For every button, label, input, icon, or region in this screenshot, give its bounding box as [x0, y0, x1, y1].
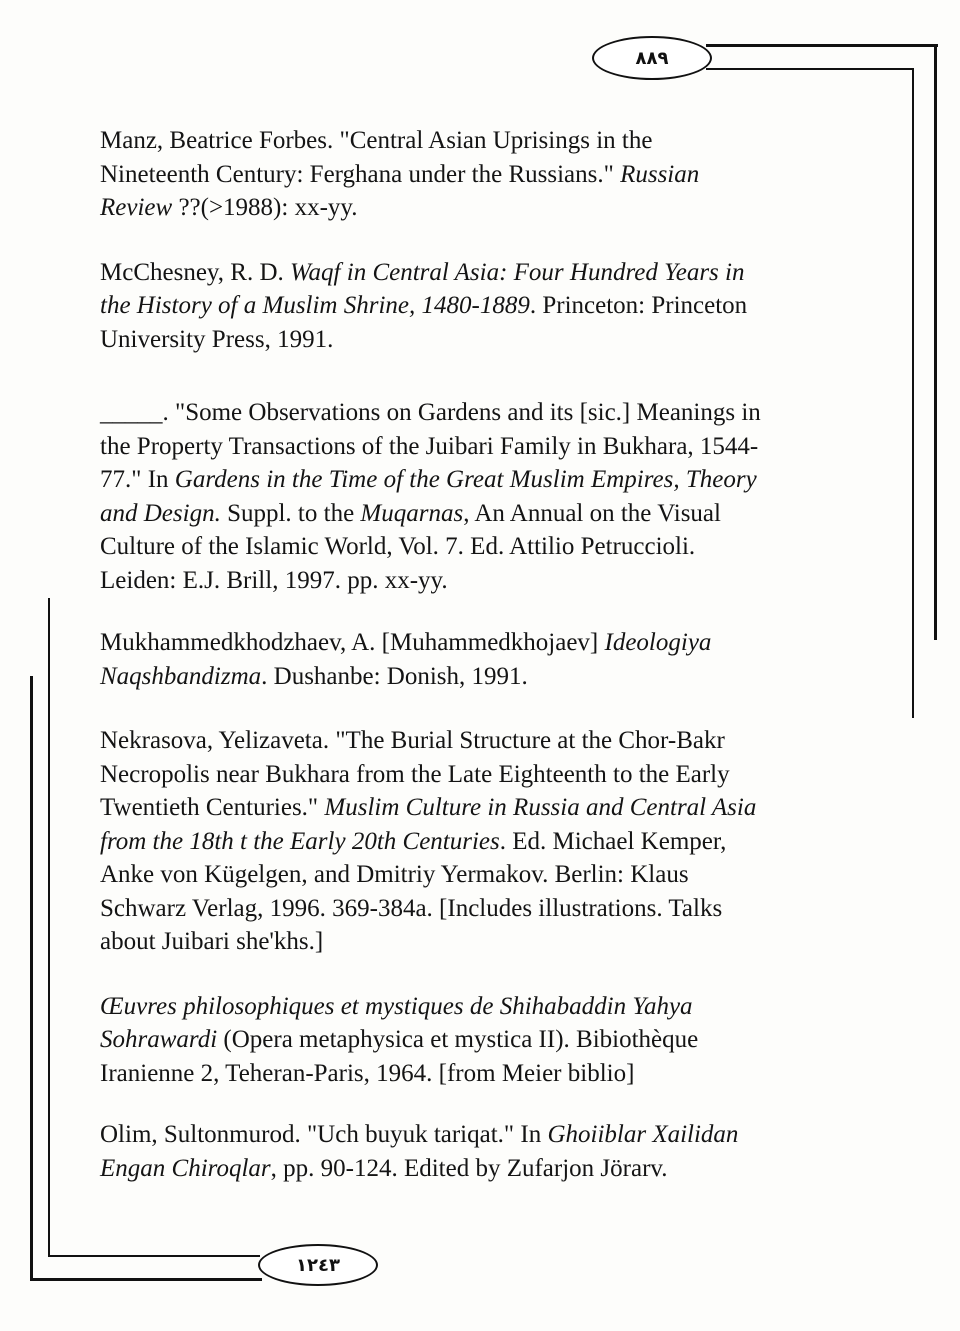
frame-right-line-inner	[912, 68, 914, 718]
entry-line	[100, 256, 900, 290]
entry-text: Leiden: E.J. Brill, 1997. pp. xx-yy.	[100, 566, 448, 594]
bibliography-entry	[100, 396, 900, 597]
entry-line	[100, 791, 900, 825]
entry-line	[100, 858, 900, 892]
entry-text: Anke von Kügelgen, and Dmitriy Yermakov. Berlin: Klaus	[100, 861, 689, 888]
italic-title-text: the History of a Muslim Shrine, 1480-1889	[100, 292, 530, 319]
entry-line	[100, 323, 900, 357]
entry-text: _____. "Some Observations on Gardens and its [sic.] Meanings in	[100, 399, 761, 426]
entry-line	[100, 430, 900, 464]
italic-title-text: Ideologiya	[604, 629, 712, 656]
italic-title-text: Gardens in the Time of the Great Muslim Empires, Theory	[174, 466, 757, 493]
entry-line	[100, 660, 900, 694]
bottom-page-number: ١٢٤٣	[258, 1244, 378, 1286]
entry-text: . Dushanbe: Donish, 1991.	[261, 662, 528, 690]
frame-top-line	[706, 44, 938, 47]
entry-line	[100, 191, 900, 225]
entry-line	[100, 758, 900, 792]
entry-line	[100, 626, 900, 660]
entry-text: McChesney, R. D.	[100, 258, 291, 286]
italic-title-text: Œuvres philosophiques et mystiques de Shihabaddin Yahya	[100, 992, 693, 1020]
entry-text: University Press, 1991.	[100, 325, 334, 353]
italic-title-text: Review	[100, 194, 173, 221]
entry-text: Mukhammedkhodzhaev, A. [Muhammedkhojaev]	[100, 629, 605, 656]
italic-title-text: Muqarnas	[360, 499, 464, 527]
entry-text: Olim, Sultonmurod. "Uch buyuk tariqat." In	[100, 1121, 548, 1148]
italic-title-text: Russian	[620, 160, 700, 188]
frame-right-line	[934, 44, 937, 640]
frame-bottom-line-inner	[48, 1255, 260, 1257]
entry-text: Nekrasova, Yelizaveta. "The Burial Structure at the Chor-Bakr	[100, 727, 725, 754]
entry-line	[100, 1118, 900, 1152]
italic-title-text: Naqshbandizma	[100, 662, 262, 690]
italic-title-text: from the 18th t the Early 20th Centuries	[100, 827, 500, 855]
italic-title-text: Sohrawardi	[100, 1026, 218, 1053]
entry-text: the Property Transactions of the Juibari Family in Bukhara, 1544-	[100, 432, 759, 460]
entry-text: Nineteenth Century: Ferghana under the Russians."	[100, 160, 621, 188]
bibliography-entry	[100, 724, 900, 959]
entry-text: Culture of the Islamic World, Vol. 7. Ed. Attilio Petruccioli.	[100, 533, 696, 560]
entry-line	[100, 158, 900, 192]
entry-line	[100, 497, 900, 531]
entry-text: (Opera metaphysica et mystica II). Bibiothèque	[217, 1026, 699, 1053]
italic-title-text: and Design.	[100, 499, 221, 527]
entry-line	[100, 892, 900, 926]
entry-line	[100, 825, 900, 859]
entry-text: ??(>1988): xx-yy.	[172, 194, 358, 221]
frame-left-line	[30, 676, 33, 1280]
entry-line	[100, 463, 900, 497]
entry-text: Necropolis near Bukhara from the Late Eighteenth to the Early	[100, 760, 730, 788]
bibliography-entry	[100, 1118, 900, 1185]
italic-title-text: Muslim Culture in Russia and Central Asia	[324, 794, 757, 821]
entry-text: 77." In	[100, 466, 175, 493]
entry-line	[100, 1152, 900, 1186]
bibliography-entry	[100, 626, 900, 693]
entry-line	[100, 724, 900, 758]
top-page-number: ٨٨٩	[592, 36, 712, 80]
entry-line	[100, 925, 900, 959]
entry-line	[100, 564, 900, 598]
frame-top-line-inner	[706, 68, 912, 70]
entry-text: , An Annual on the Visual	[463, 499, 721, 527]
entry-line	[100, 396, 900, 430]
bibliography-entry	[100, 990, 900, 1091]
entry-line	[100, 530, 900, 564]
frame-bottom-line	[30, 1278, 262, 1281]
entry-text: . Ed. Michael Kemper,	[499, 827, 727, 855]
italic-title-text: Engan Chiroqlar	[100, 1154, 271, 1182]
entry-text: Iranienne 2, Teheran-Paris, 1964. [from Meier biblio]	[100, 1059, 635, 1087]
bibliography-entry	[100, 256, 900, 357]
entry-text: . Princeton: Princeton	[529, 292, 748, 319]
entry-text: Suppl. to the	[220, 499, 361, 527]
italic-title-text: Ghoiiblar Xailidan	[547, 1121, 739, 1148]
bibliography-entry	[100, 124, 900, 225]
frame-left-line-inner	[48, 598, 50, 1256]
entry-text: about Juibari she'khs.]	[100, 928, 324, 955]
entry-line	[100, 289, 900, 323]
entry-line	[100, 1057, 900, 1091]
entry-text: Schwarz Verlag, 1996. 369-384a. [Includes illustrations. Talks	[100, 894, 723, 922]
entry-line	[100, 990, 900, 1024]
entry-text: Twentieth Centuries."	[100, 794, 325, 821]
entry-line	[100, 1023, 900, 1057]
entry-line	[100, 124, 900, 158]
bibliography-list	[100, 124, 900, 1217]
italic-title-text: Waqf in Central Asia: Four Hundred Years in	[290, 258, 745, 286]
entry-text: , pp. 90-124. Edited by Zufarjon Jörarv.	[270, 1154, 668, 1182]
entry-text: Manz, Beatrice Forbes. "Central Asian Uprisings in the	[100, 127, 653, 154]
